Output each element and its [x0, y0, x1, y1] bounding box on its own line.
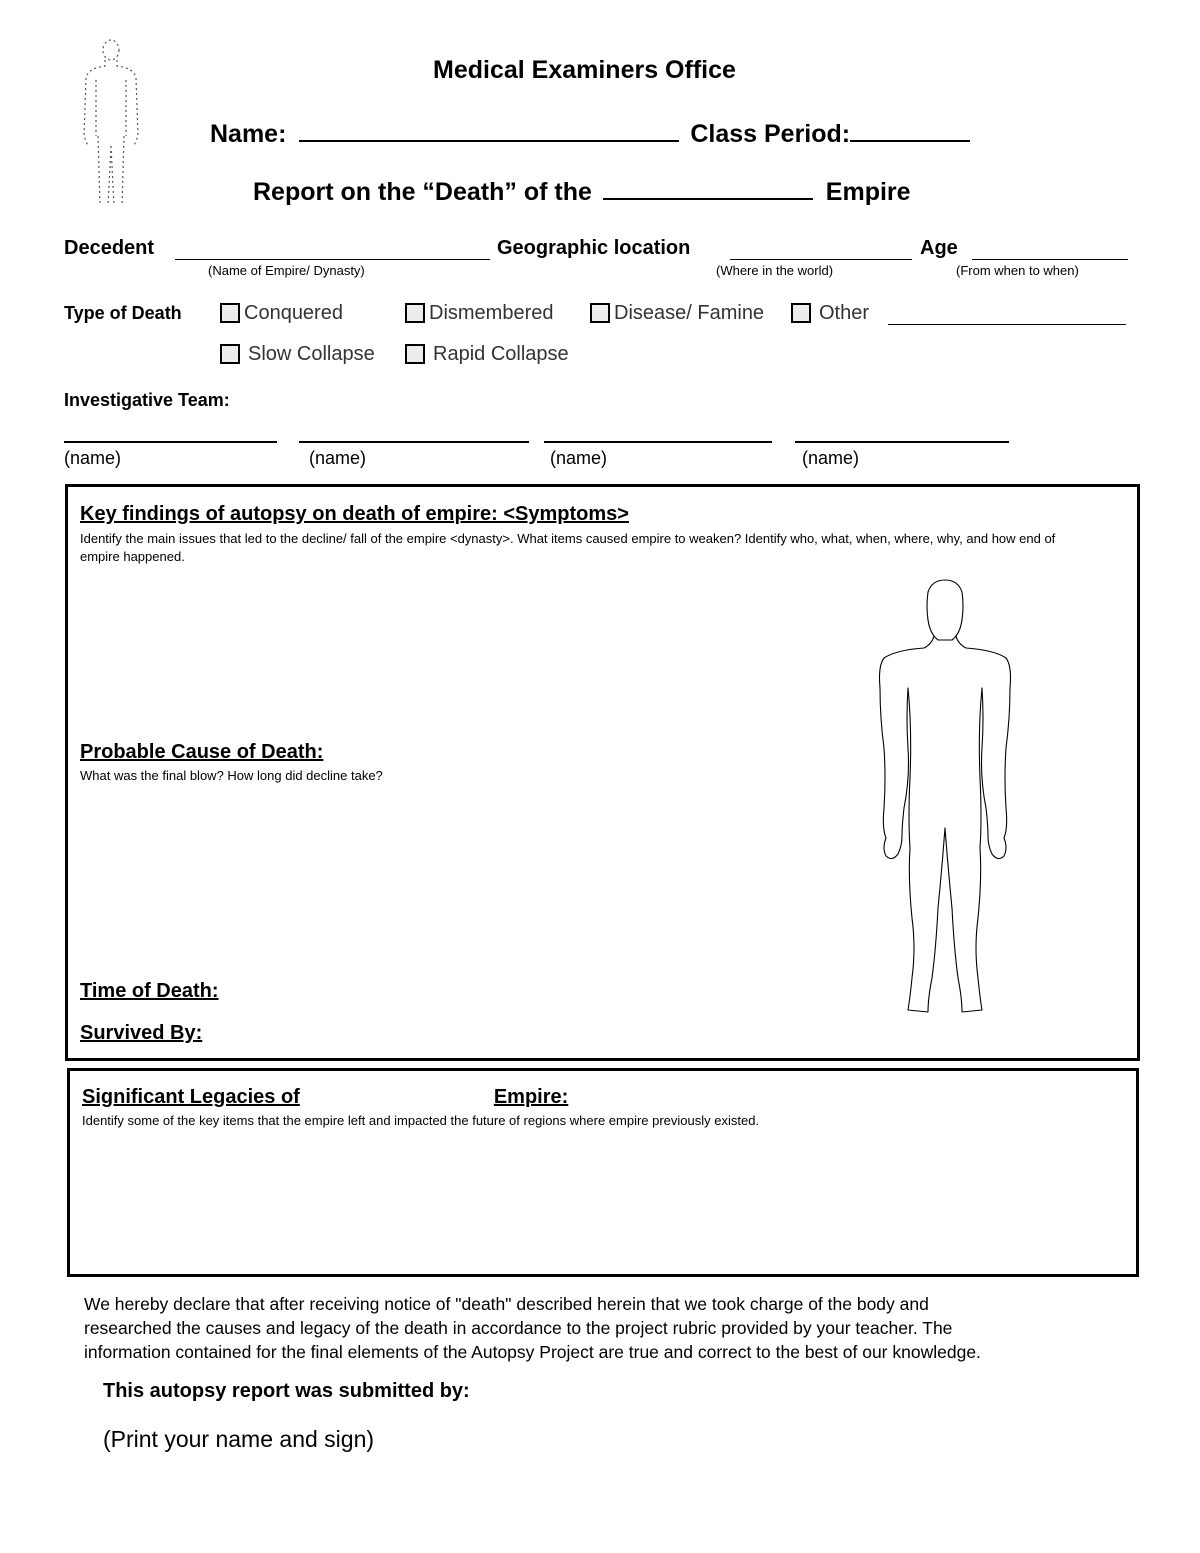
legacies-instructions: Identify some of the key items that the empire left and impacted the future of regions where empire previously existed.: [82, 1113, 760, 1128]
findings-heading: Key findings of autopsy on death of empire: <Symptoms>: [80, 503, 629, 525]
cause-instructions: What was the final blow? How long did decline take?: [80, 768, 383, 783]
office-title: Medical Examiners Office: [433, 56, 736, 84]
option-label: Dismembered: [429, 302, 554, 324]
option-other[interactable]: [791, 302, 869, 325]
option-label: Disease/ Famine: [614, 302, 765, 324]
team-name-line-3[interactable]: [544, 441, 772, 443]
other-blank[interactable]: [888, 306, 1126, 325]
team-name-label-4: (name): [802, 448, 860, 468]
report-prefix: Report on the “Death” of the: [253, 178, 592, 206]
survived-by-heading: Survived By:: [80, 1022, 203, 1044]
team-name-line-1[interactable]: [64, 441, 277, 443]
team-name-line-2[interactable]: [299, 441, 529, 443]
checkbox[interactable]: [220, 303, 240, 323]
team-name-label-3: (name): [550, 448, 608, 468]
option-disease-famine[interactable]: [590, 302, 764, 325]
declaration-line-2: researched the causes and legacy of the death in accordance to the project rubric provided by your teacher. The: [84, 1318, 953, 1338]
option-label: Conquered: [244, 302, 343, 324]
checkbox[interactable]: [405, 344, 425, 364]
decedent-label: Decedent: [64, 237, 155, 259]
print-sign-label: (Print your name and sign): [103, 1426, 375, 1452]
option-label: Rapid Collapse: [433, 343, 569, 365]
age-blank[interactable]: [972, 241, 1128, 260]
human-body-outline-icon: [872, 578, 1018, 1018]
geo-blank[interactable]: [730, 241, 912, 260]
team-name-label-2: (name): [309, 448, 367, 468]
team-name-line-4[interactable]: [795, 441, 1009, 443]
empire-blank[interactable]: [603, 198, 813, 200]
decedent-hint: (Name of Empire/ Dynasty): [208, 263, 365, 278]
name-label: Name:: [210, 120, 287, 148]
geo-hint: (Where in the world): [716, 263, 834, 278]
option-dismembered[interactable]: [405, 302, 553, 325]
declaration-line-3: information contained for the final elements of the Autopsy Project are true and correct to the best of our knowledge.: [84, 1342, 981, 1362]
class-period-label: Class Period:: [690, 120, 851, 148]
declaration-line-1: We hereby declare that after receiving notice of "death" described herein that we took charge of the body and: [84, 1294, 929, 1314]
time-of-death-heading: Time of Death:: [80, 980, 219, 1002]
team-label: Investigative Team:: [64, 390, 230, 410]
age-label: Age: [920, 237, 958, 259]
name-blank[interactable]: [299, 140, 679, 142]
decedent-blank[interactable]: [175, 241, 490, 260]
name-row: [210, 120, 970, 149]
submitted-by-label: This autopsy report was submitted by:: [103, 1380, 470, 1402]
checkbox[interactable]: [405, 303, 425, 323]
legacies-heading-suffix: Empire:: [493, 1086, 569, 1108]
team-name-label-1: (name): [64, 448, 122, 468]
checkbox[interactable]: [791, 303, 811, 323]
age-hint: (From when to when): [956, 263, 1079, 278]
report-title-row: [253, 178, 911, 207]
option-slow-collapse[interactable]: [220, 343, 375, 366]
option-label: Other: [819, 302, 870, 324]
option-conquered[interactable]: [220, 302, 343, 325]
checkbox[interactable]: [220, 344, 240, 364]
class-period-blank[interactable]: [850, 140, 970, 142]
dotted-body-outline-icon: [78, 36, 144, 212]
checkbox[interactable]: [590, 303, 610, 323]
option-rapid-collapse[interactable]: [405, 343, 569, 366]
geo-label: Geographic location: [497, 237, 691, 259]
option-label: Slow Collapse: [248, 343, 375, 365]
cause-heading: Probable Cause of Death:: [80, 741, 324, 763]
legacies-heading-prefix: Significant Legacies of: [82, 1086, 300, 1108]
legacies-heading: [82, 1086, 568, 1109]
type-of-death-label: Type of Death: [64, 303, 182, 323]
findings-instructions: Identify the main issues that led to the decline/ fall of the empire <dynasty>. What items caused empire to weaken? Identify who, what, when, where, why, and how end of empire happened.: [80, 531, 1056, 564]
report-suffix: Empire: [825, 178, 911, 206]
